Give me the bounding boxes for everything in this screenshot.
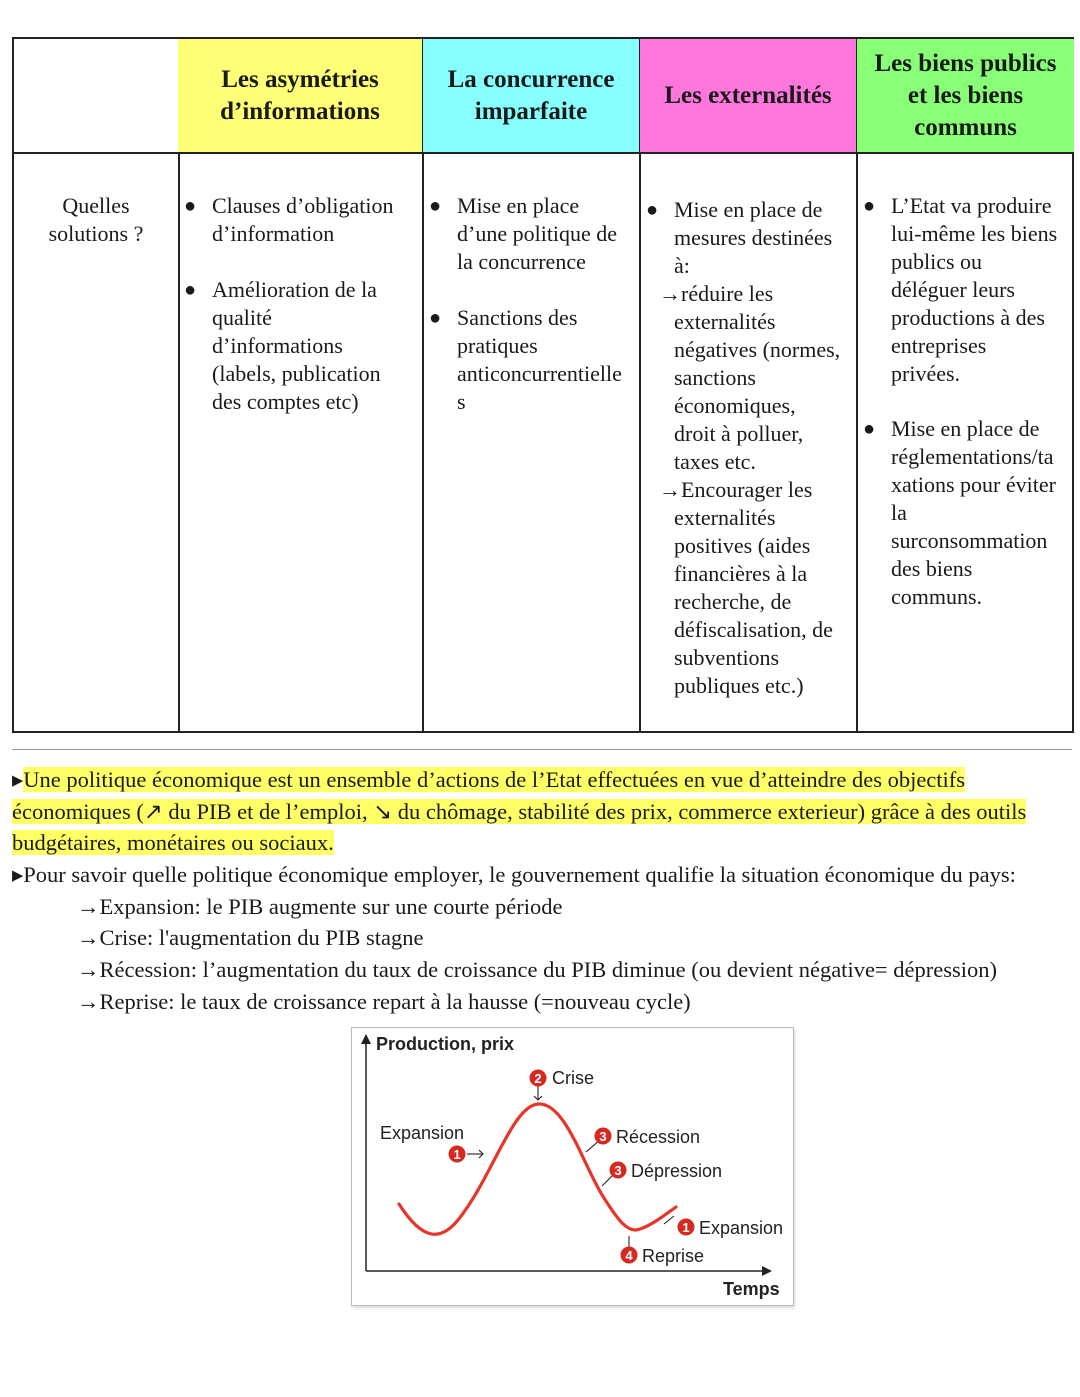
marker-number: 1 [682, 1220, 690, 1235]
y-axis-label: Production, prix [376, 1034, 515, 1054]
cell-externalites [640, 154, 858, 731]
text-line: anticoncurrentielle [457, 361, 622, 386]
text-line: xations pour éviter [891, 472, 1056, 497]
list-item [423, 304, 622, 416]
marker-number: 4 [625, 1248, 633, 1263]
paragraph-definition-line-2 [12, 796, 1026, 828]
paragraph-text: Pour savoir quelle politique économique employer, le gouvernement qualifie la situation économique du pays: [23, 862, 1016, 887]
header-asymetries [178, 39, 424, 152]
bullet-list [857, 192, 1057, 611]
bullet-icon: ● [184, 195, 197, 217]
text-line: recherche, de [674, 589, 792, 614]
text-line: lui-même les biens [891, 221, 1058, 246]
bullet-icon: ● [646, 199, 659, 221]
row-label-cell [14, 154, 180, 731]
text-line: financières à la [674, 561, 808, 586]
marker-3-recession [595, 1128, 612, 1145]
cycle-svg [352, 1028, 795, 1307]
text-line: d’une politique de [457, 221, 618, 246]
bullet-list [640, 196, 840, 280]
header-biens-publics [857, 39, 1074, 152]
list-item [640, 196, 840, 280]
text-line: productions à des [891, 305, 1045, 330]
text-line: entreprises [891, 333, 987, 358]
bullet-icon: ● [429, 307, 442, 329]
label-reprise: Reprise [642, 1246, 705, 1266]
marker-number: 3 [599, 1129, 607, 1144]
text-line: Clauses d’obligation [212, 193, 394, 218]
text-line: surconsommation [891, 528, 1048, 553]
header-concurrence [423, 39, 641, 152]
header-text: La concurrence [447, 65, 615, 93]
y-axis-arrow-icon [361, 1034, 371, 1044]
text-line: Amélioration de la [212, 277, 377, 302]
text-line: s [457, 389, 466, 414]
table-body-row [14, 154, 1072, 731]
label-depression: Dépression [631, 1161, 723, 1181]
text-line: négatives (normes, [674, 337, 841, 362]
header-text: d’informations [220, 97, 380, 125]
horizontal-divider [12, 749, 1072, 750]
header-externalites [640, 39, 858, 152]
cell-asymetries [178, 154, 424, 731]
label-recession: Récession [616, 1127, 701, 1147]
text-line: →réduire les [659, 281, 774, 306]
marker-1-left [449, 1146, 466, 1163]
text-line: droit à polluer, [674, 421, 804, 446]
solutions-table [12, 37, 1074, 733]
text-line: →Encourager les [659, 477, 813, 502]
arrow-item-reduire [640, 280, 840, 476]
text-line: économiques, [674, 393, 796, 418]
x-axis-label: Temps [723, 1279, 780, 1299]
list-item [857, 415, 1057, 611]
text-line: d’informations [212, 333, 343, 358]
cell-biens-publics [857, 154, 1074, 731]
arrow-item-encourager [640, 476, 840, 700]
text-line: externalités [674, 505, 776, 530]
text-line: privées. [891, 361, 961, 386]
triangle-bullet-icon: ▸ [12, 862, 24, 887]
marker-number: 3 [614, 1163, 622, 1178]
marker-2 [530, 1070, 547, 1087]
label-expansion-left: Expansion [380, 1123, 465, 1143]
text-line: défiscalisation, de [674, 617, 833, 642]
text-line: externalités [674, 309, 776, 334]
text-line: pratiques [457, 333, 538, 358]
text-line: des comptes etc) [212, 389, 359, 414]
text-line: positives (aides [674, 533, 811, 558]
paragraph-definition-line-1 [12, 764, 965, 796]
header-empty-cell [14, 39, 180, 152]
marker-4 [621, 1247, 638, 1264]
list-item-expansion: →Expansion: le PIB augmente sur une courte période [77, 894, 563, 919]
bullet-list [178, 192, 393, 416]
text-line: subventions [674, 645, 780, 670]
list-item [423, 192, 622, 276]
text-line: Sanctions des [457, 305, 578, 330]
text-line: communs. [891, 584, 983, 609]
header-text: Les externalités [664, 81, 832, 109]
header-text: communs [914, 113, 1017, 141]
text-line: Mise en place de [891, 416, 1040, 441]
text-line: qualité [212, 305, 272, 330]
bullet-icon: ● [184, 279, 197, 301]
label-crise: Crise [552, 1068, 595, 1088]
text-line: publiques etc.) [674, 673, 804, 698]
list-item [178, 276, 393, 416]
row-label-line: Quelles [62, 193, 130, 218]
text-line: publics ou [891, 249, 983, 274]
text-line: L’Etat va produire [891, 193, 1052, 218]
row-label [14, 192, 178, 248]
cell-concurrence [423, 154, 641, 731]
list-item-recession: →Récession: l’augmentation du taux de croissance du PIB diminue (ou devient négative= dépression) [77, 957, 997, 982]
header-text: Les biens publics [874, 49, 1057, 77]
text-line: Mise en place de [674, 197, 823, 222]
economic-cycle-diagram [351, 1027, 794, 1306]
externalites-content [640, 196, 840, 700]
header-text: Les asymétries [221, 65, 379, 93]
marker-3-depression [610, 1162, 627, 1179]
highlighted-text: économiques (↗ du PIB et de l’emploi, ↘ du chômage, stabilité des prix, commerce exterieur) grâce à des outils [12, 799, 1027, 824]
marker-number: 1 [453, 1147, 461, 1162]
text-line: la [891, 500, 907, 525]
text-line: mesures destinées [674, 225, 833, 250]
text-line: sanctions [674, 365, 756, 390]
bullet-icon: ● [863, 418, 876, 440]
marker-1-right [678, 1219, 695, 1236]
bullet-icon: ● [863, 195, 876, 217]
list-item-reprise: →Reprise: le taux de croissance repart à la hausse (=nouveau cycle) [77, 989, 691, 1014]
x-axis-arrow-icon [762, 1266, 772, 1276]
triangle-bullet-icon: ▸ [12, 767, 24, 792]
text-line: déléguer leurs [891, 277, 1015, 302]
text-line: (labels, publication [212, 361, 381, 386]
text-line: des biens [891, 556, 973, 581]
list-item [178, 192, 393, 248]
text-line: réglementations/ta [891, 444, 1054, 469]
text-line: Mise en place [457, 193, 580, 218]
header-text: et les biens [907, 81, 1024, 109]
list-item [857, 192, 1057, 388]
label-expansion-right: Expansion [699, 1218, 784, 1238]
text-line: la concurrence [457, 249, 586, 274]
bullet-icon: ● [429, 195, 442, 217]
paragraph-situation [12, 859, 1016, 891]
list-item-crise: →Crise: l'augmentation du PIB stagne [77, 925, 424, 950]
text-line: d’information [212, 221, 335, 246]
table-header-row [14, 39, 1072, 154]
text-line: à: [674, 253, 690, 278]
row-label-line: solutions ? [48, 221, 144, 246]
highlighted-text: Une politique économique est un ensemble d’actions de l’Etat effectuées en vue d’atteindre des objectifs [23, 767, 966, 792]
bullet-list [423, 192, 622, 416]
highlighted-text: budgétaires, monétaires ou sociaux. [12, 830, 334, 855]
marker-number: 2 [534, 1071, 542, 1086]
text-line: taxes etc. [674, 449, 756, 474]
header-text: imparfaite [474, 97, 588, 125]
paragraph-definition-line-3 [12, 827, 334, 859]
